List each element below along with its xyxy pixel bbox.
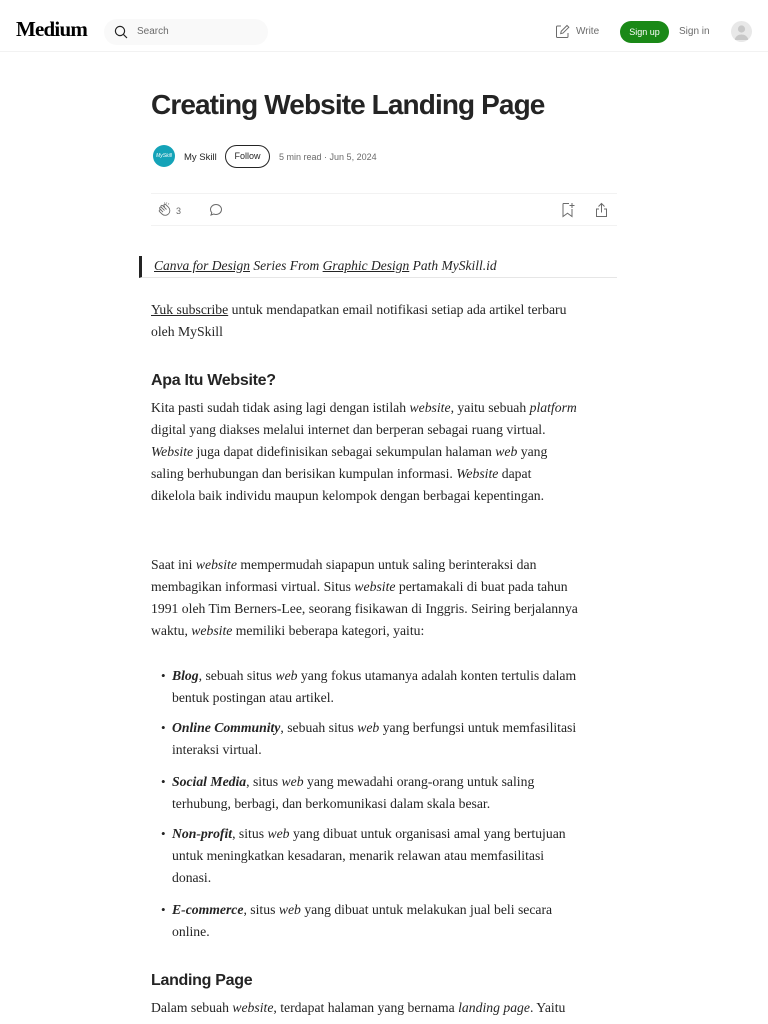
text-segment: , yaitu sebuah	[450, 400, 530, 415]
list-item	[172, 717, 622, 761]
landing-page-paragraph	[151, 997, 619, 1019]
author-name[interactable]: My Skill	[184, 152, 217, 163]
text-segment: pertamakali di buat pada tahun	[395, 579, 568, 594]
text-segment: yang mewadahi orang-orang untuk saling	[303, 774, 535, 789]
bullet-marker: •	[161, 826, 166, 841]
comment-icon[interactable]	[209, 203, 223, 217]
sign-in-link[interactable]: Sign in	[679, 26, 710, 37]
text-segment: mempermudah siapapun untuk saling berinteraksi dan	[236, 557, 537, 572]
text-line: oleh MySkill	[151, 324, 223, 339]
person-icon	[731, 21, 752, 42]
website-definition-paragraph	[151, 397, 619, 507]
section-heading-website: Apa Itu Website?	[151, 372, 276, 389]
quote-text-segment: Path MySkill.id	[409, 258, 497, 273]
list-item	[172, 771, 622, 815]
list-item-term: Non-profit	[172, 826, 233, 841]
text-segment: . Yaitu	[529, 1000, 566, 1015]
text-line: dikelola baik individu maupun kelompok dengan berbagai kepentingan.	[151, 488, 545, 503]
graphic-design-link[interactable]: Graphic Design	[322, 258, 410, 273]
text-segment: yang	[517, 444, 548, 459]
read-time: 5 min read	[279, 152, 322, 162]
write-label: Write	[576, 26, 600, 37]
list-item	[172, 665, 622, 709]
write-icon	[555, 24, 570, 39]
user-avatar-icon[interactable]	[731, 21, 752, 42]
text-segment: website	[354, 579, 396, 594]
bullet-marker: •	[161, 774, 166, 789]
text-segment: yang dibuat untuk melakukan jual beli secara	[300, 902, 553, 917]
text-segment: saling berhubungan dan berisikan kumpulan informasi.	[151, 466, 457, 481]
bullet-marker: •	[161, 902, 166, 917]
text-line: interaksi virtual.	[172, 742, 262, 757]
medium-logo[interactable]: Medium	[16, 17, 88, 41]
text-segment: website	[232, 1000, 274, 1015]
article-action-bar	[151, 193, 617, 226]
text-segment: Website	[456, 466, 499, 481]
subscribe-paragraph	[151, 299, 619, 343]
text-segment: , sebuah situs	[198, 668, 276, 683]
text-segment: , situs	[246, 774, 282, 789]
text-segment: , terdapat halaman yang bernama	[273, 1000, 459, 1015]
top-navbar	[0, 0, 768, 52]
text-segment: web	[278, 902, 301, 917]
text-segment: yang berfungsi untuk memfasilitasi	[379, 720, 577, 735]
text-segment: yang dibuat untuk organisasi amal yang bertujuan	[289, 826, 566, 841]
text-segment: website	[195, 557, 237, 572]
text-segment: web	[495, 444, 518, 459]
bullet-marker: •	[161, 720, 166, 735]
list-item	[172, 823, 622, 889]
text-line: online.	[172, 924, 210, 939]
text-line: terhubung, berbagi, dan berkomunikasi dalam skala besar.	[172, 796, 491, 811]
canva-for-design-link[interactable]: Canva for Design	[154, 258, 250, 273]
meta-separator: ·	[324, 152, 330, 162]
text-segment: juga dapat didefinisikan sebagai sekumpulan halaman	[193, 444, 496, 459]
text-segment: waktu,	[151, 623, 192, 638]
list-item-term: E-commerce	[172, 902, 244, 917]
text-segment: , situs	[232, 826, 268, 841]
text-segment: , sebuah situs	[280, 720, 358, 735]
follow-button[interactable]: Follow	[225, 145, 270, 168]
text-segment: yang fokus utamanya adalah konten tertulis dalam	[297, 668, 577, 683]
text-segment: website	[191, 623, 233, 638]
list-item-term: Social Media	[172, 774, 247, 789]
text-segment: platform	[529, 400, 577, 415]
search-input[interactable]: Search	[137, 26, 169, 37]
text-segment: website	[409, 400, 451, 415]
text-segment: web	[275, 668, 298, 683]
quote-text-segment: Series From	[250, 258, 323, 273]
series-blockquote	[139, 256, 617, 278]
subscribe-link[interactable]: Yuk subscribe	[151, 302, 229, 317]
text-segment: web	[267, 826, 290, 841]
text-segment: dapat	[498, 466, 532, 481]
bookmark-add-icon[interactable]	[560, 202, 575, 218]
text-segment: , situs	[243, 902, 279, 917]
text-segment: untuk mendapatkan email notifikasi setiap ada artikel terbaru	[228, 302, 567, 317]
sign-up-button[interactable]: Sign up	[620, 21, 669, 43]
list-item-term: Online Community	[172, 720, 281, 735]
text-segment: Website	[151, 444, 194, 459]
search-bar[interactable]	[104, 19, 268, 45]
text-segment: web	[357, 720, 380, 735]
clap-count: 3	[176, 206, 182, 216]
publish-date: Jun 5, 2024	[329, 152, 377, 162]
share-icon[interactable]	[594, 202, 609, 218]
list-item-term: Blog	[172, 668, 199, 683]
text-line: donasi.	[172, 870, 212, 885]
text-line: digital yang diakses melalui internet dan berperan sebagai ruang virtual.	[151, 422, 546, 437]
section-heading-landing-page: Landing Page	[151, 972, 253, 989]
article-meta	[279, 152, 377, 163]
bullet-marker: •	[161, 668, 166, 683]
text-segment: Kita pasti sudah tidak asing lagi dengan istilah	[151, 400, 410, 415]
text-segment: landing page	[458, 1000, 530, 1015]
text-line: 1991 oleh Tim Berners-Lee, seorang fisikawan di Inggris. Seiring berjalannya	[151, 601, 578, 616]
text-segment: membagikan informasi virtual. Situs	[151, 579, 355, 594]
text-segment: memiliki beberapa kategori, yaitu:	[232, 623, 425, 638]
quote-text	[154, 258, 497, 274]
text-segment: web	[281, 774, 304, 789]
text-line: untuk meningkatkan kesadaran, menarik relawan atau memfasilitasi	[172, 848, 545, 863]
clap-icon[interactable]	[157, 202, 173, 218]
author-avatar[interactable]: MySkill	[153, 145, 175, 167]
article-title: Creating Website Landing Page	[151, 89, 545, 120]
text-segment: Dalam sebuah	[151, 1000, 233, 1015]
text-line: bentuk postingan atau artikel.	[172, 690, 334, 705]
website-history-paragraph	[151, 554, 619, 642]
text-segment: Saat ini	[151, 557, 196, 572]
list-item	[172, 899, 622, 943]
search-icon	[114, 25, 128, 39]
